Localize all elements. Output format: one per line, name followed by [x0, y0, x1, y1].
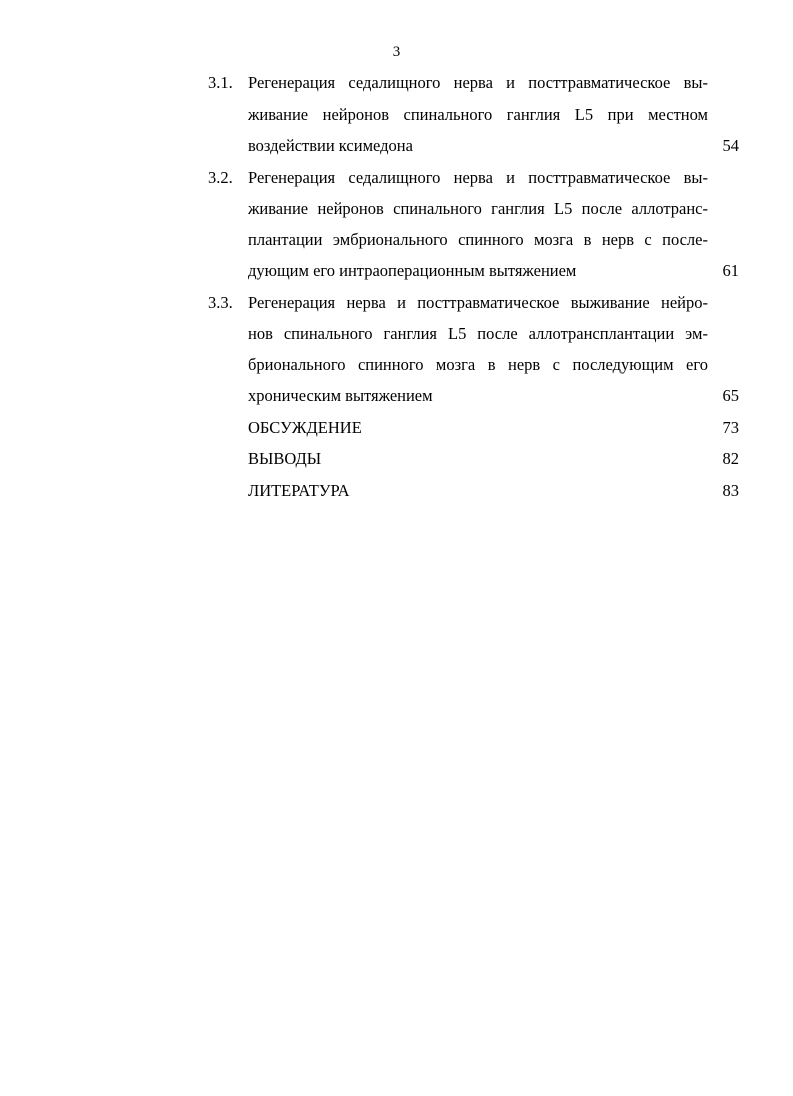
- toc-entry-number: 3.1.: [208, 73, 233, 92]
- toc-entry-3-2-line-4: [0, 260, 793, 282]
- toc-entry-line: воздействии ксимедона: [248, 136, 413, 155]
- toc-entry-line: ВЫВОДЫ: [248, 449, 322, 468]
- toc-entry-line: ЛИТЕРАТУРА: [248, 481, 350, 500]
- toc-page-ref: 65: [722, 386, 739, 405]
- toc-entry-line: хроническим вытяжением: [248, 386, 433, 405]
- toc-entry-discussion: [0, 417, 793, 439]
- toc-entry-3-1-line-2: [0, 104, 793, 126]
- toc-entry-3-3-line-3: [0, 354, 793, 376]
- toc-entry-line: живание нейронов спинального ганглия L5 при местном: [248, 105, 708, 124]
- toc-entry-line: живание нейронов спинального ганглия L5 после аллотранс-: [248, 199, 708, 218]
- toc-entry-line: нов спинального ганглия L5 после аллотрансплантации эм-: [248, 324, 708, 343]
- toc-entry-line: Регенерация седалищного нерва и посттравматическое вы-: [248, 73, 708, 92]
- toc-entry-line: дующим его интраоперационным вытяжением: [248, 261, 577, 280]
- toc-page-ref: 54: [722, 136, 739, 155]
- toc-entry-3-2: [0, 167, 793, 189]
- toc-entry-3-3: [0, 292, 793, 314]
- toc-entry-conclusions: [0, 448, 793, 470]
- toc-entry-line: брионального спинного мозга в нерв с последующим его: [248, 355, 708, 374]
- toc-entry-line: плантации эмбрионального спинного мозга в нерв с после-: [248, 230, 708, 249]
- toc-entry-3-2-line-3: [0, 229, 793, 251]
- toc-entry-number: 3.3.: [208, 293, 233, 312]
- toc-page-ref: 61: [722, 261, 739, 280]
- toc-entry-3-1-line-3: [0, 135, 793, 157]
- toc-entry-line: Регенерация седалищного нерва и посттравматическое вы-: [248, 168, 708, 187]
- toc-page-ref: 83: [722, 481, 739, 500]
- toc-entry-3-2-line-2: [0, 198, 793, 220]
- toc-entry-line: Регенерация нерва и посттравматическое выживание нейро-: [248, 293, 708, 312]
- toc-entry-3-3-line-2: [0, 323, 793, 345]
- toc-entry-3-1: [0, 72, 793, 94]
- toc-entry-number: 3.2.: [208, 168, 233, 187]
- toc-entry-3-3-line-4: [0, 385, 793, 407]
- page-number: 3: [392, 44, 401, 60]
- toc-page-ref: 82: [722, 449, 739, 468]
- toc-entry-line: ОБСУЖДЕНИЕ: [248, 418, 362, 437]
- toc-page-ref: 73: [722, 418, 739, 437]
- toc-entry-literature: [0, 480, 793, 502]
